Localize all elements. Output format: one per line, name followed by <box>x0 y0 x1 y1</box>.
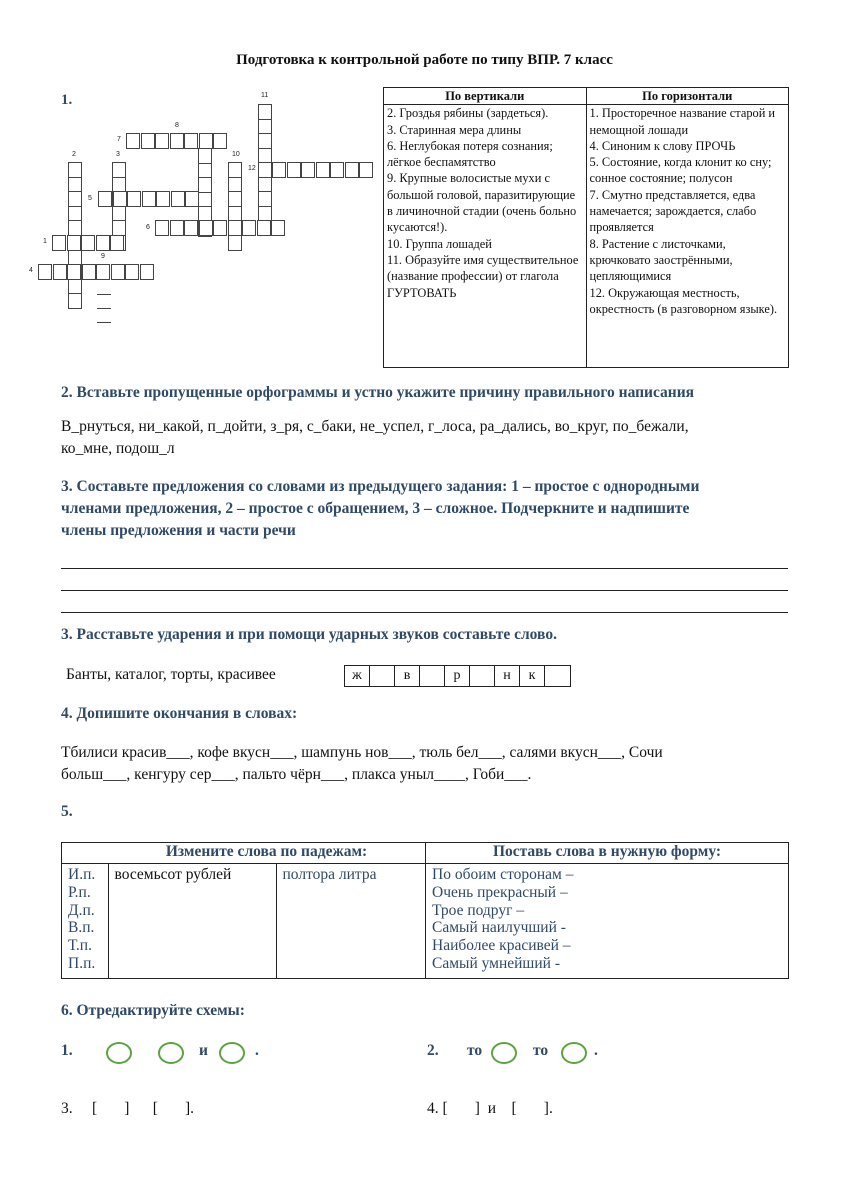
crossword-cell[interactable] <box>67 264 81 280</box>
letter-cell[interactable] <box>470 666 495 686</box>
crossword-number: 6 <box>146 224 150 231</box>
scheme1-number: 1. <box>61 1042 73 1059</box>
crossword-number: 2 <box>72 151 76 158</box>
case-label: Т.п. <box>68 937 92 955</box>
page-title: Подготовка к контрольной работе по типу ВПР. 7 класс <box>236 52 613 68</box>
scheme2-dot: . <box>594 1042 598 1059</box>
clue-item: 7. Смутно представляется, едва намечается; зарождается, слабо проявляется <box>589 187 757 235</box>
crossword-cell[interactable] <box>242 220 256 236</box>
crossword-number: 4 <box>29 267 33 274</box>
word1: восемьсот рублей <box>114 866 232 883</box>
crossword-cell[interactable] <box>52 235 66 251</box>
crossword-answer-line[interactable] <box>97 308 111 309</box>
crossword-cell[interactable] <box>345 162 359 178</box>
crossword <box>0 0 380 340</box>
form-header: Поставь слова в нужную форму: <box>426 843 789 864</box>
task3a-heading-line: 3. Составьте предложения со словами из предыдущего задания: 1 – простое с однородными <box>61 478 700 495</box>
clue-item: 2. Гроздья рябины (зардеться). <box>387 106 549 121</box>
task2-line: В_рнуться, ни_какой, п_дойти, з_ря, с_баки, не_успел, г_лоса, ра_дались, во_круг, по_бежали, <box>61 418 689 435</box>
crossword-cell[interactable] <box>142 191 156 207</box>
clue-item: 5. Состояние, когда клонит ко сну; сонное состояние; полусон <box>589 155 772 186</box>
clue-item: 10. Группа лошадей <box>387 236 492 251</box>
letter-cell[interactable]: ж <box>345 666 370 686</box>
crossword-cell[interactable] <box>127 191 141 207</box>
clue-item: 6. Неглубокая потеря сознания; лёгкое беспамятство <box>387 138 553 170</box>
answer-line[interactable] <box>61 590 788 591</box>
clues-vertical <box>384 105 587 368</box>
task5-number: 5. <box>61 803 73 820</box>
form-item: Трое подруг – <box>432 901 525 919</box>
cases-corner <box>62 843 109 864</box>
forms-cell <box>426 864 789 979</box>
crossword-cell[interactable] <box>110 235 124 251</box>
crossword-cell[interactable] <box>199 220 213 236</box>
crossword-number: 7 <box>117 136 121 143</box>
task3b-heading: 3. Расставьте ударения и при помощи ударных звуков составьте слово. <box>61 626 557 643</box>
form-item: Наиболее красивей – <box>432 937 571 955</box>
form-item: Самый наилучший - <box>432 919 566 937</box>
crossword-cell[interactable] <box>125 264 139 280</box>
scheme-circle-icon[interactable] <box>491 1042 517 1064</box>
task3b-words: Банты, каталог, торты, красивее <box>66 666 276 683</box>
crossword-number: 3 <box>116 151 120 158</box>
form-item: Самый умнейший - <box>432 954 560 972</box>
scheme2-to: то <box>533 1042 549 1059</box>
crossword-cell[interactable] <box>199 133 213 149</box>
form-item: По обоим сторонам – <box>432 866 574 883</box>
letter-cell[interactable] <box>420 666 445 686</box>
crossword-cell[interactable] <box>213 133 227 149</box>
scheme-circle-icon[interactable] <box>561 1042 587 1064</box>
crossword-cell[interactable] <box>68 293 82 309</box>
crossword-number: 1 <box>43 238 47 245</box>
crossword-number: 10 <box>232 151 240 158</box>
crossword-cell[interactable] <box>287 162 301 178</box>
case-label: Д.п. <box>68 901 95 919</box>
scheme1-dot: . <box>255 1042 259 1059</box>
crossword-number: 12 <box>248 165 256 172</box>
crossword-cell[interactable] <box>272 162 286 178</box>
scheme2-number: 2. <box>427 1042 439 1059</box>
crossword-cell[interactable] <box>185 191 199 207</box>
task4-line: больш___, кенгуру сер___, пальто чёрн___, плакса уныл____, Гоби___. <box>61 766 532 783</box>
task3a-heading-line: члены предложения и части речи <box>61 522 296 539</box>
letter-cell[interactable]: р <box>445 666 470 686</box>
cases-header: Измените слова по падежам: <box>108 843 426 864</box>
crossword-cell[interactable] <box>170 220 184 236</box>
crossword-cell[interactable] <box>96 264 110 280</box>
form-item: Очень прекрасный – <box>432 883 568 901</box>
word2: полтора литра <box>282 866 377 883</box>
cases-table <box>61 842 789 979</box>
crossword-cell[interactable] <box>155 220 169 236</box>
task4-line: Тбилиси красив___, кофе вкусн___, шампунь нов___, тюль бел___, салями вкусн___, Сочи <box>61 744 663 761</box>
scheme4: 4. [ ] и [ ]. <box>427 1100 553 1117</box>
crossword-cell[interactable] <box>126 133 140 149</box>
crossword-cell[interactable] <box>140 264 154 280</box>
clue-item: 4. Синоним к слову ПРОЧЬ <box>589 138 736 153</box>
clue-item: 8. Растение с листочками, крючковато заострёнными, цепляющимися <box>589 236 733 284</box>
crossword-cell[interactable] <box>141 133 155 149</box>
crossword-cell[interactable] <box>53 264 67 280</box>
crossword-cell[interactable] <box>359 162 373 178</box>
scheme-circle-icon[interactable] <box>158 1042 184 1064</box>
crossword-cell[interactable] <box>98 191 112 207</box>
clue-item: 11. Образуйте имя существительное (название профессии) от глагола ГУРТОВАТЬ <box>387 252 579 300</box>
crossword-cell[interactable] <box>38 264 52 280</box>
case-label: П.п. <box>68 954 96 972</box>
crossword-answer-line[interactable] <box>97 322 111 323</box>
task2-line: ко_мне, подош_л <box>61 440 175 457</box>
crossword-cell[interactable] <box>111 264 125 280</box>
crossword-number: 5 <box>88 195 92 202</box>
clues-horizontal <box>586 105 789 368</box>
case-label: И.п. <box>68 866 96 883</box>
crossword-number: 8 <box>175 122 179 129</box>
case-label: В.п. <box>68 919 95 937</box>
letter-cell[interactable]: в <box>395 666 420 686</box>
crossword-cell[interactable] <box>81 235 95 251</box>
crossword-cell[interactable] <box>316 162 330 178</box>
case-label: Р.п. <box>68 883 91 901</box>
scheme-circle-icon[interactable] <box>219 1042 245 1064</box>
crossword-cell[interactable] <box>184 133 198 149</box>
crossword-answer-line[interactable] <box>97 294 111 295</box>
task4-heading: 4. Допишите окончания в словах: <box>61 705 298 722</box>
scheme1-and: и <box>199 1042 208 1059</box>
crossword-cell[interactable] <box>257 220 271 236</box>
clue-item: 1. Просторечное название старой и немощной лошади <box>589 106 776 137</box>
crossword-cell[interactable] <box>213 220 227 236</box>
crossword-cell[interactable] <box>170 133 184 149</box>
crossword-cell[interactable] <box>96 235 110 251</box>
clues-horizontal-header: По горизонтали <box>586 88 789 105</box>
answer-line[interactable] <box>61 568 788 569</box>
word2-cell[interactable] <box>276 864 426 979</box>
crossword-cell[interactable] <box>301 162 315 178</box>
task2-heading: 2. Вставьте пропущенные орфограммы и устно укажите причину правильного написания <box>61 384 695 401</box>
scheme2-to: то <box>467 1042 483 1059</box>
letter-strip <box>344 665 571 687</box>
scheme-circle-icon[interactable] <box>106 1042 132 1064</box>
clue-item: 12. Окружающая местность, окрестность (в разговорном языке). <box>589 285 778 316</box>
crossword-cell[interactable] <box>155 133 169 149</box>
crossword-cell[interactable] <box>271 220 285 236</box>
crossword-cell[interactable] <box>171 191 185 207</box>
scheme3: 3. [ ] [ ]. <box>61 1100 195 1117</box>
clue-item: 9. Крупные волосистые мухи с большой головой, паразитирующие в личиночной стадии (очень больно кусаются!). <box>387 171 577 235</box>
crossword-number: 11 <box>261 92 269 99</box>
crossword-cell[interactable] <box>228 235 242 251</box>
crossword-cell[interactable] <box>228 220 242 236</box>
crossword-cell[interactable] <box>67 235 81 251</box>
letter-cell[interactable]: к <box>520 666 545 686</box>
crossword-cell[interactable] <box>330 162 344 178</box>
clue-item: 3. Старинная мера длины <box>387 122 522 137</box>
crossword-cell[interactable] <box>82 264 96 280</box>
clues-vertical-header: По вертикали <box>384 88 587 105</box>
letter-cell[interactable] <box>545 666 570 686</box>
clue-table <box>383 87 789 368</box>
word1-cell[interactable] <box>108 864 276 979</box>
crossword-number: 9 <box>101 253 105 260</box>
case-labels <box>62 864 109 979</box>
letter-cell[interactable]: н <box>495 666 520 686</box>
task6-heading: 6. Отредактируйте схемы: <box>61 1002 245 1019</box>
task3a-heading-line: членами предложения, 2 – простое с обращением, 3 – сложное. Подчеркните и надпишите <box>61 500 690 517</box>
letter-cell[interactable] <box>370 666 395 686</box>
answer-line[interactable] <box>61 612 788 613</box>
crossword-cell[interactable] <box>113 191 127 207</box>
crossword-cell[interactable] <box>184 220 198 236</box>
task1-number: 1. <box>61 92 73 108</box>
crossword-cell[interactable] <box>156 191 170 207</box>
